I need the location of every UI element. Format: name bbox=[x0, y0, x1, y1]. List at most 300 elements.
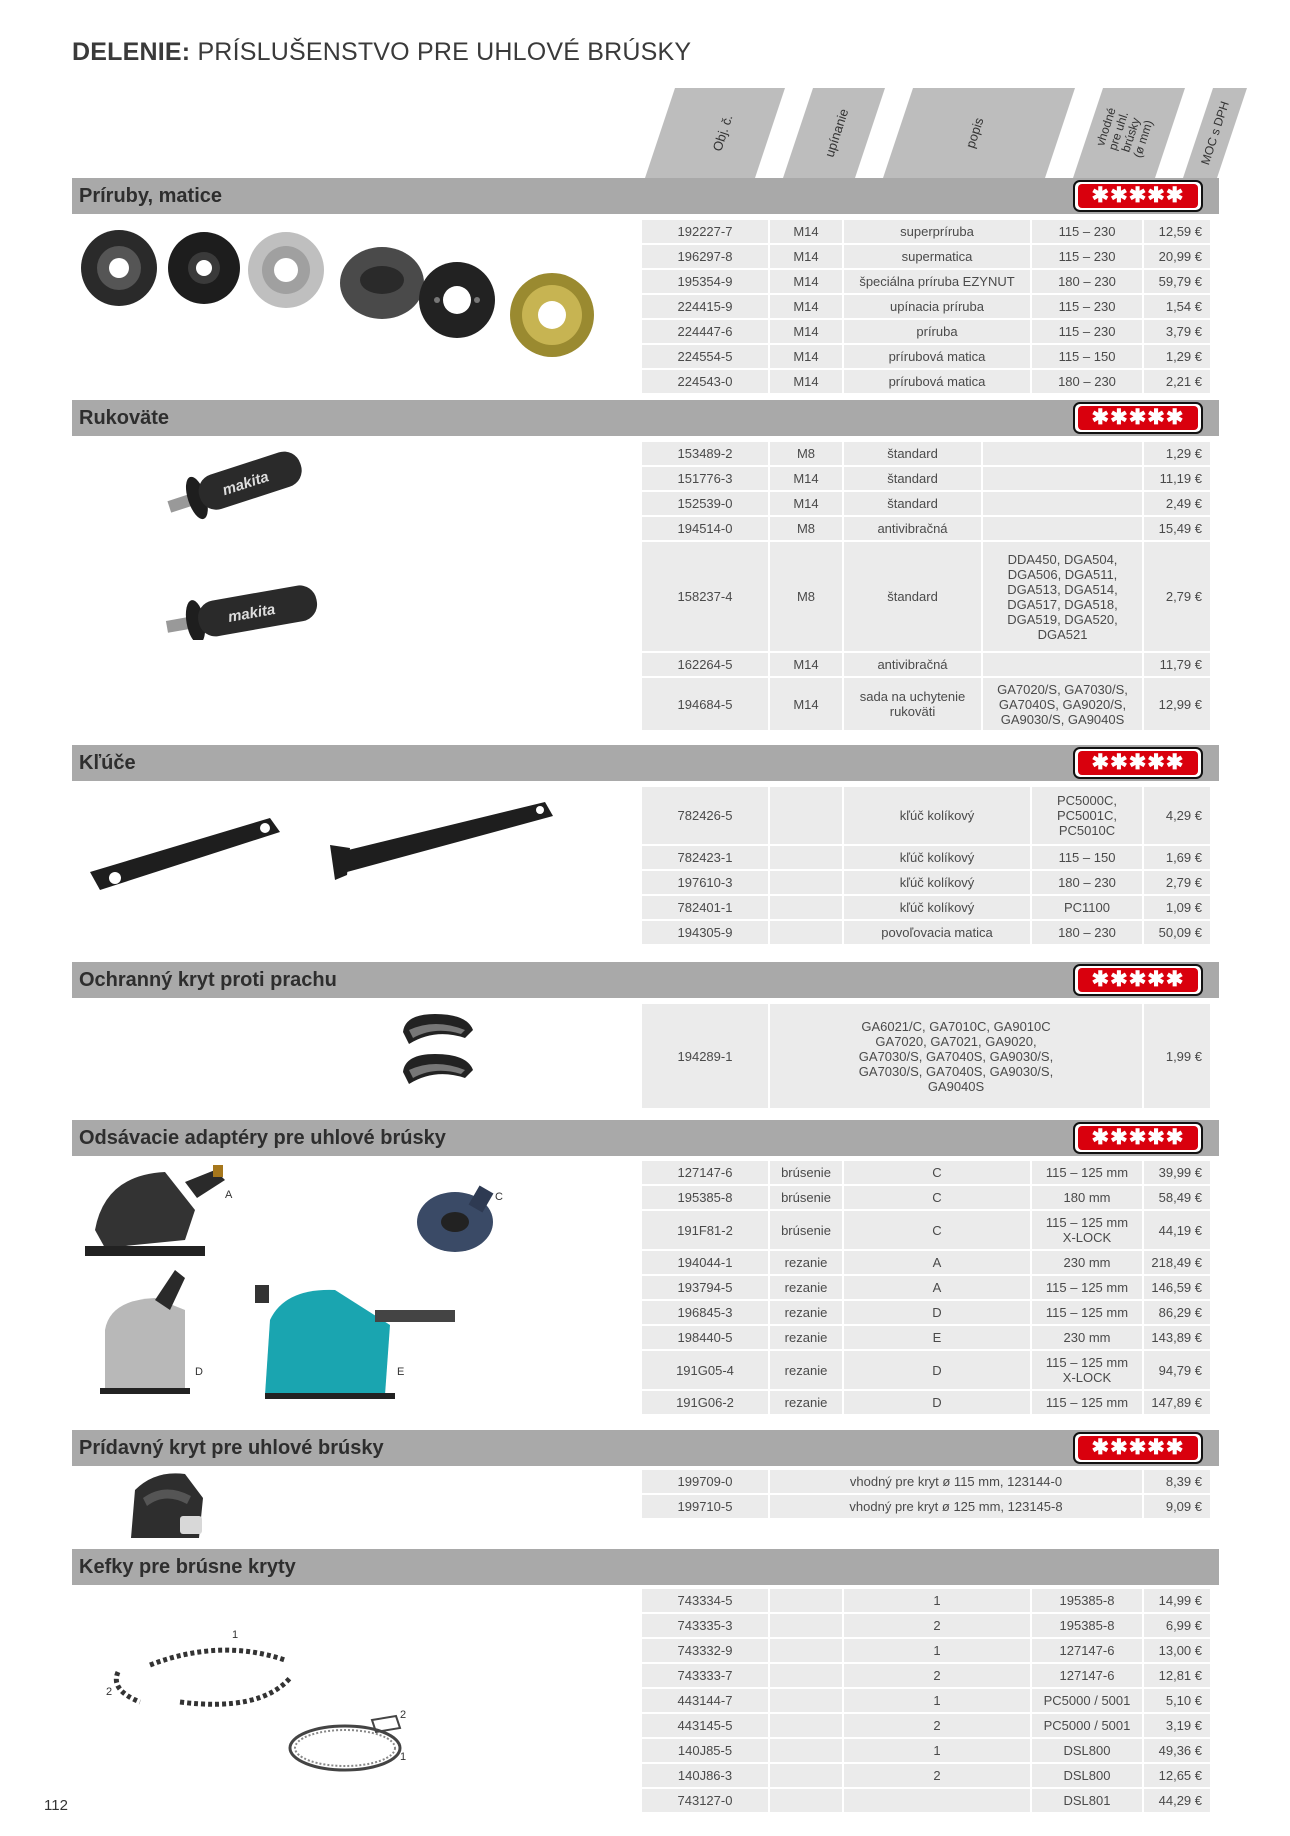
table-row bbox=[642, 846, 1210, 869]
cell-order: 782423-1 bbox=[642, 846, 768, 869]
cell-price: 49,36 € bbox=[1144, 1739, 1210, 1762]
flange-4 bbox=[340, 247, 424, 319]
section-title: Príruby, matice bbox=[79, 185, 223, 207]
cell-mount: M14 bbox=[770, 467, 842, 490]
cell-desc: upínacia príruba bbox=[844, 295, 1030, 318]
cell-mount: M14 bbox=[770, 220, 842, 243]
section-title: Kľúče bbox=[79, 752, 136, 774]
cell-mount: rezanie bbox=[770, 1251, 842, 1274]
cell-desc: prírubová matica bbox=[844, 345, 1030, 368]
flange-6 bbox=[510, 273, 594, 357]
cell-fit: 115 – 150 bbox=[1032, 846, 1142, 869]
extraction-adapters-image bbox=[85, 1160, 525, 1410]
cell-fit: 115 – 125 mm bbox=[1032, 1301, 1142, 1324]
cell-price: 1,09 € bbox=[1144, 896, 1210, 919]
cell-order: 191G05-4 bbox=[642, 1351, 768, 1389]
cell-desc: A bbox=[844, 1251, 1030, 1274]
cell-mount: M14 bbox=[770, 492, 842, 515]
rating-stars-fill: ✱✱✱✱✱ bbox=[1078, 1436, 1198, 1460]
flanges-table bbox=[640, 218, 1212, 395]
cell-desc: štandard bbox=[844, 442, 981, 465]
flange-1 bbox=[81, 230, 157, 306]
adapter-e bbox=[255, 1285, 455, 1399]
flange-2 bbox=[168, 232, 240, 304]
cell-price: 1,29 € bbox=[1144, 442, 1210, 465]
cell-price: 147,89 € bbox=[1144, 1391, 1210, 1414]
cell-fit bbox=[983, 467, 1142, 490]
cell-fit bbox=[983, 492, 1142, 515]
label-1: 1 bbox=[232, 1629, 239, 1641]
cell-order: 151776-3 bbox=[642, 467, 768, 490]
extraction-table bbox=[640, 1159, 1212, 1416]
header-order: Obj. č. bbox=[709, 112, 736, 154]
cell-desc: D bbox=[844, 1351, 1030, 1389]
cell-fit: PC5000 / 5001 bbox=[1032, 1714, 1142, 1737]
cell-mount: rezanie bbox=[770, 1326, 842, 1349]
section-title: Kefky pre brúsne kryty bbox=[79, 1556, 296, 1578]
rating-stars bbox=[1073, 180, 1203, 212]
table-row bbox=[642, 517, 1210, 540]
cell-order: 127147-6 bbox=[642, 1161, 768, 1184]
cell-mount bbox=[770, 787, 842, 844]
table-row bbox=[642, 1351, 1210, 1389]
cell-price: 3,19 € bbox=[1144, 1714, 1210, 1737]
table-row bbox=[642, 1276, 1210, 1299]
cell-desc: sada na uchytenie rukoväti bbox=[844, 678, 981, 730]
table-row bbox=[642, 442, 1210, 465]
cell-order: 194514-0 bbox=[642, 517, 768, 540]
table-row bbox=[642, 1764, 1210, 1787]
cell-fit: PC1100 bbox=[1032, 896, 1142, 919]
adapter-c bbox=[417, 1185, 493, 1252]
brush-ring-2 bbox=[290, 1716, 400, 1770]
cell-fit: 115 – 230 bbox=[1032, 320, 1142, 343]
cell-desc: 2 bbox=[844, 1764, 1030, 1787]
cell-desc: špeciálna príruba EZYNUT bbox=[844, 270, 1030, 293]
cell-fit: GA6021/C, GA7010C, GA9010C GA7020, GA7021, GA9020, GA7030/S, GA7040S, GA9030/S, GA7030/S, GA7040S, GA9030/S, GA9040S bbox=[770, 1004, 1142, 1108]
cell-price: 1,29 € bbox=[1144, 345, 1210, 368]
cell-mount bbox=[770, 1664, 842, 1687]
column-header bbox=[645, 88, 1247, 178]
table-row bbox=[642, 467, 1210, 490]
table-row bbox=[642, 1186, 1210, 1209]
table-row bbox=[642, 871, 1210, 894]
cell-order: 140J86-3 bbox=[642, 1764, 768, 1787]
cell-fit: 180 mm bbox=[1032, 1186, 1142, 1209]
table-row bbox=[642, 1495, 1210, 1518]
cell-order: 191G06-2 bbox=[642, 1391, 768, 1414]
cell-fit: 115 – 230 bbox=[1032, 220, 1142, 243]
cell-fit: 115 – 150 bbox=[1032, 345, 1142, 368]
table-row bbox=[642, 270, 1210, 293]
flanges-image bbox=[72, 218, 642, 378]
cell-price: 44,29 € bbox=[1144, 1789, 1210, 1812]
section-title: Odsávacie adaptéry pre uhlové brúsky bbox=[79, 1127, 446, 1149]
cell-price: 15,49 € bbox=[1144, 517, 1210, 540]
cell-order: 153489-2 bbox=[642, 442, 768, 465]
table-row bbox=[642, 320, 1210, 343]
handle-2 bbox=[163, 579, 320, 640]
cell-desc: supermatica bbox=[844, 245, 1030, 268]
cell-price: 39,99 € bbox=[1144, 1161, 1210, 1184]
cell-order: 196297-8 bbox=[642, 245, 768, 268]
table-row bbox=[642, 295, 1210, 318]
table-row bbox=[642, 1470, 1210, 1493]
label-1b: 1 bbox=[400, 1751, 407, 1763]
cell-order: 443144-7 bbox=[642, 1689, 768, 1712]
label-2b: 2 bbox=[400, 1709, 407, 1721]
dust-cover-image bbox=[395, 1008, 485, 1098]
rating-stars-fill: ✱✱✱✱✱ bbox=[1078, 751, 1198, 775]
table-row bbox=[642, 1004, 1210, 1108]
label-2: 2 bbox=[106, 1686, 113, 1698]
cell-desc: povoľovacia matica bbox=[844, 921, 1030, 944]
cell-desc: 1 bbox=[844, 1739, 1030, 1762]
cell-mount: rezanie bbox=[770, 1391, 842, 1414]
cell-price: 12,65 € bbox=[1144, 1764, 1210, 1787]
cell-price: 58,49 € bbox=[1144, 1186, 1210, 1209]
section-bar-flanges bbox=[72, 178, 1219, 214]
cell-desc: štandard bbox=[844, 492, 981, 515]
cell-order: 192227-7 bbox=[642, 220, 768, 243]
cell-price: 146,59 € bbox=[1144, 1276, 1210, 1299]
rating-stars bbox=[1073, 747, 1203, 779]
adapter-a bbox=[85, 1165, 225, 1256]
table-row bbox=[642, 1789, 1210, 1812]
cell-desc: štandard bbox=[844, 542, 981, 651]
extraction-table-body bbox=[642, 1161, 1210, 1414]
cell-desc: kľúč kolíkový bbox=[844, 896, 1030, 919]
cell-desc: vhodný pre kryt ø 125 mm, 123145-8 bbox=[770, 1495, 1142, 1518]
dust-cover-2 bbox=[403, 1054, 473, 1084]
cell-mount: M8 bbox=[770, 442, 842, 465]
cell-price: 14,99 € bbox=[1144, 1589, 1210, 1612]
rating-stars-fill: ✱✱✱✱✱ bbox=[1078, 1126, 1198, 1150]
table-row bbox=[642, 787, 1210, 844]
cell-order: 195385-8 bbox=[642, 1186, 768, 1209]
table-row bbox=[642, 1301, 1210, 1324]
section-title: Rukoväte bbox=[79, 407, 170, 429]
cell-mount: M14 bbox=[770, 678, 842, 730]
table-row bbox=[642, 1614, 1210, 1637]
cell-price: 11,79 € bbox=[1144, 653, 1210, 676]
cell-order: 199709-0 bbox=[642, 1470, 768, 1493]
cell-price: 13,00 € bbox=[1144, 1639, 1210, 1662]
extra-cover-image bbox=[125, 1468, 225, 1548]
cell-fit: 180 – 230 bbox=[1032, 921, 1142, 944]
dust-cover-1 bbox=[403, 1014, 473, 1044]
table-row bbox=[642, 345, 1210, 368]
table-row bbox=[642, 653, 1210, 676]
cell-desc: 2 bbox=[844, 1664, 1030, 1687]
cell-order: 198440-5 bbox=[642, 1326, 768, 1349]
flange-5 bbox=[419, 262, 495, 338]
cell-order: 193794-5 bbox=[642, 1276, 768, 1299]
cell-order: 194305-9 bbox=[642, 921, 768, 944]
cell-price: 86,29 € bbox=[1144, 1301, 1210, 1324]
extra-cover bbox=[131, 1473, 203, 1538]
cell-order: 199710-5 bbox=[642, 1495, 768, 1518]
cell-fit: 195385-8 bbox=[1032, 1589, 1142, 1612]
cell-desc: antivibračná bbox=[844, 653, 981, 676]
cell-price: 44,19 € bbox=[1144, 1211, 1210, 1249]
brushes-table bbox=[640, 1587, 1212, 1814]
handles-table-body bbox=[642, 442, 1210, 730]
dust-cover-table-body bbox=[642, 1004, 1210, 1108]
cell-fit: 127147-6 bbox=[1032, 1639, 1142, 1662]
cell-price: 8,39 € bbox=[1144, 1470, 1210, 1493]
cell-fit: 115 – 125 mm bbox=[1032, 1161, 1142, 1184]
dust-cover-table bbox=[640, 1002, 1212, 1110]
cell-price: 9,09 € bbox=[1144, 1495, 1210, 1518]
cell-fit: GA7020/S, GA7030/S, GA7040S, GA9020/S, GA9030/S, GA9040S bbox=[983, 678, 1142, 730]
cell-fit bbox=[983, 442, 1142, 465]
cell-order: 196845-3 bbox=[642, 1301, 768, 1324]
cell-price: 1,69 € bbox=[1144, 846, 1210, 869]
cell-desc: kľúč kolíkový bbox=[844, 787, 1030, 844]
cell-order: 191F81-2 bbox=[642, 1211, 768, 1249]
cell-desc: kľúč kolíkový bbox=[844, 846, 1030, 869]
svg-text:makita: makita bbox=[220, 468, 271, 500]
cell-fit: 115 – 125 mm bbox=[1032, 1391, 1142, 1414]
cell-price: 5,10 € bbox=[1144, 1689, 1210, 1712]
rating-stars-fill: ✱✱✱✱✱ bbox=[1078, 184, 1198, 208]
pin-wrench-1 bbox=[90, 818, 280, 890]
table-row bbox=[642, 245, 1210, 268]
section-bar-handles bbox=[72, 400, 1219, 436]
cell-order: 162264-5 bbox=[642, 653, 768, 676]
cell-mount bbox=[770, 1589, 842, 1612]
cell-mount bbox=[770, 1614, 842, 1637]
table-row bbox=[642, 1664, 1210, 1687]
cell-order: 743335-3 bbox=[642, 1614, 768, 1637]
rating-stars bbox=[1073, 1432, 1203, 1464]
brushes-table-body bbox=[642, 1589, 1210, 1812]
cell-price: 1,99 € bbox=[1144, 1004, 1210, 1108]
page-title-rest: PRÍSLUŠENSTVO PRE UHLOVÉ BRÚSKY bbox=[197, 38, 692, 66]
brushes-image bbox=[100, 1620, 430, 1780]
cell-mount: M8 bbox=[770, 542, 842, 651]
rating-stars bbox=[1073, 402, 1203, 434]
cell-order: 224543-0 bbox=[642, 370, 768, 393]
cell-fit: DSL800 bbox=[1032, 1739, 1142, 1762]
label-e: E bbox=[397, 1366, 405, 1378]
cell-fit: 115 – 125 mm X-LOCK bbox=[1032, 1351, 1142, 1389]
cell-price: 2,49 € bbox=[1144, 492, 1210, 515]
cell-mount: M14 bbox=[770, 320, 842, 343]
cell-order: 152539-0 bbox=[642, 492, 768, 515]
cell-fit: DSL801 bbox=[1032, 1789, 1142, 1812]
section-title: Ochranný kryt proti prachu bbox=[79, 969, 337, 991]
table-row bbox=[642, 1161, 1210, 1184]
cell-mount bbox=[770, 846, 842, 869]
rating-stars-fill: ✱✱✱✱✱ bbox=[1078, 968, 1198, 992]
cell-mount: brúsenie bbox=[770, 1211, 842, 1249]
cell-price: 12,81 € bbox=[1144, 1664, 1210, 1687]
cell-fit: PC5000 / 5001 bbox=[1032, 1689, 1142, 1712]
cell-order: 197610-3 bbox=[642, 871, 768, 894]
section-title: Prídavný kryt pre uhlové brúsky bbox=[79, 1437, 384, 1459]
table-row bbox=[642, 1326, 1210, 1349]
header-mount: upínanie bbox=[821, 106, 852, 159]
cell-desc: superpríruba bbox=[844, 220, 1030, 243]
cell-desc: štandard bbox=[844, 467, 981, 490]
table-row bbox=[642, 896, 1210, 919]
table-row bbox=[642, 1739, 1210, 1762]
section-bar-extra-cover bbox=[72, 1430, 1219, 1466]
extra-cover-table-body bbox=[642, 1470, 1210, 1518]
cell-fit: 127147-6 bbox=[1032, 1664, 1142, 1687]
cell-mount bbox=[770, 1714, 842, 1737]
cell-price: 4,29 € bbox=[1144, 787, 1210, 844]
rating-stars bbox=[1073, 1122, 1203, 1154]
cell-fit bbox=[983, 653, 1142, 676]
cell-price: 2,79 € bbox=[1144, 542, 1210, 651]
cell-fit: DDA450, DGA504, DGA506, DGA511, DGA513, DGA514, DGA517, DGA518, DGA519, DGA520, DGA521 bbox=[983, 542, 1142, 651]
label-a: A bbox=[225, 1189, 233, 1201]
table-row bbox=[642, 220, 1210, 243]
cell-mount bbox=[770, 921, 842, 944]
cell-fit: PC5000C, PC5001C, PC5010C bbox=[1032, 787, 1142, 844]
cell-price: 12,59 € bbox=[1144, 220, 1210, 243]
cell-price: 6,99 € bbox=[1144, 1614, 1210, 1637]
cell-order: 224554-5 bbox=[642, 345, 768, 368]
handle-1 bbox=[163, 443, 308, 527]
cell-desc: 1 bbox=[844, 1689, 1030, 1712]
cell-price: 12,99 € bbox=[1144, 678, 1210, 730]
cell-desc: D bbox=[844, 1391, 1030, 1414]
table-row bbox=[642, 370, 1210, 393]
keys-table-body bbox=[642, 787, 1210, 944]
cell-price: 11,19 € bbox=[1144, 467, 1210, 490]
cell-mount: M14 bbox=[770, 270, 842, 293]
cell-desc bbox=[844, 1789, 1030, 1812]
cell-order: 743333-7 bbox=[642, 1664, 768, 1687]
cell-desc: 2 bbox=[844, 1614, 1030, 1637]
cell-fit: 115 – 125 mm bbox=[1032, 1276, 1142, 1299]
cell-mount bbox=[770, 1789, 842, 1812]
page-title-bold: DELENIE: bbox=[72, 38, 191, 66]
section-bar-dust-cover bbox=[72, 962, 1219, 998]
keys-image bbox=[85, 790, 565, 910]
section-bar-extraction bbox=[72, 1120, 1219, 1156]
cell-price: 50,09 € bbox=[1144, 921, 1210, 944]
keys-table bbox=[640, 785, 1212, 946]
header-desc: popis bbox=[962, 115, 987, 150]
cell-fit: 180 – 230 bbox=[1032, 270, 1142, 293]
header-price: MOC s DPH bbox=[1198, 99, 1232, 167]
cell-fit: 115 – 125 mm X-LOCK bbox=[1032, 1211, 1142, 1249]
pin-wrench-2 bbox=[330, 802, 553, 880]
cell-mount: M8 bbox=[770, 517, 842, 540]
flange-3 bbox=[248, 232, 324, 308]
cell-price: 143,89 € bbox=[1144, 1326, 1210, 1349]
cell-desc: prírubová matica bbox=[844, 370, 1030, 393]
flanges-table-body bbox=[642, 220, 1210, 393]
adapter-d bbox=[100, 1270, 190, 1394]
page-title bbox=[72, 38, 691, 67]
cell-price: 59,79 € bbox=[1144, 270, 1210, 293]
table-row bbox=[642, 1211, 1210, 1249]
table-row bbox=[642, 1251, 1210, 1274]
section-bar-keys bbox=[72, 745, 1219, 781]
cell-fit: 180 – 230 bbox=[1032, 370, 1142, 393]
cell-order: 782401-1 bbox=[642, 896, 768, 919]
cell-price: 218,49 € bbox=[1144, 1251, 1210, 1274]
section-bar-brushes bbox=[72, 1549, 1219, 1585]
cell-order: 443145-5 bbox=[642, 1714, 768, 1737]
cell-order: 224415-9 bbox=[642, 295, 768, 318]
cell-mount: rezanie bbox=[770, 1301, 842, 1324]
cell-desc: vhodný pre kryt ø 115 mm, 123144-0 bbox=[770, 1470, 1142, 1493]
extra-cover-table bbox=[640, 1468, 1212, 1520]
cell-price: 2,21 € bbox=[1144, 370, 1210, 393]
header-fit: vhodné pre uhl. brúsky (ø mm) bbox=[1093, 105, 1156, 160]
cell-order: 195354-9 bbox=[642, 270, 768, 293]
cell-mount bbox=[770, 1689, 842, 1712]
handles-table bbox=[640, 440, 1212, 732]
cell-mount bbox=[770, 871, 842, 894]
cell-order: 743334-5 bbox=[642, 1589, 768, 1612]
cell-mount bbox=[770, 896, 842, 919]
cell-fit bbox=[983, 517, 1142, 540]
cell-order: 743332-9 bbox=[642, 1639, 768, 1662]
table-row bbox=[642, 1589, 1210, 1612]
cell-fit: 115 – 230 bbox=[1032, 295, 1142, 318]
cell-price: 20,99 € bbox=[1144, 245, 1210, 268]
cell-desc: kľúč kolíkový bbox=[844, 871, 1030, 894]
cell-mount: M14 bbox=[770, 370, 842, 393]
table-row bbox=[642, 1689, 1210, 1712]
label-d: D bbox=[195, 1366, 203, 1378]
page-number: 112 bbox=[44, 1797, 68, 1814]
cell-mount: M14 bbox=[770, 295, 842, 318]
cell-order: 158237-4 bbox=[642, 542, 768, 651]
cell-mount: brúsenie bbox=[770, 1161, 842, 1184]
cell-desc: 1 bbox=[844, 1589, 1030, 1612]
cell-mount: rezanie bbox=[770, 1276, 842, 1299]
cell-desc: C bbox=[844, 1161, 1030, 1184]
cell-fit: 230 mm bbox=[1032, 1251, 1142, 1274]
cell-mount: M14 bbox=[770, 653, 842, 676]
brush-ring-1 bbox=[116, 1650, 290, 1704]
rating-stars bbox=[1073, 964, 1203, 996]
table-row bbox=[642, 1391, 1210, 1414]
cell-mount: M14 bbox=[770, 245, 842, 268]
cell-desc: D bbox=[844, 1301, 1030, 1324]
cell-mount bbox=[770, 1639, 842, 1662]
cell-fit: 180 – 230 bbox=[1032, 871, 1142, 894]
table-row bbox=[642, 678, 1210, 730]
label-c: C bbox=[495, 1191, 503, 1203]
cell-desc: A bbox=[844, 1276, 1030, 1299]
cell-fit: 115 – 230 bbox=[1032, 245, 1142, 268]
cell-order: 140J85-5 bbox=[642, 1739, 768, 1762]
cell-order: 194684-5 bbox=[642, 678, 768, 730]
svg-text:makita: makita bbox=[226, 600, 277, 626]
cell-desc: príruba bbox=[844, 320, 1030, 343]
table-row bbox=[642, 1639, 1210, 1662]
cell-order: 194289-1 bbox=[642, 1004, 768, 1108]
cell-desc: E bbox=[844, 1326, 1030, 1349]
cell-price: 2,79 € bbox=[1144, 871, 1210, 894]
cell-order: 224447-6 bbox=[642, 320, 768, 343]
cell-order: 782426-5 bbox=[642, 787, 768, 844]
cell-mount: brúsenie bbox=[770, 1186, 842, 1209]
cell-order: 743127-0 bbox=[642, 1789, 768, 1812]
cell-desc: 1 bbox=[844, 1639, 1030, 1662]
rating-stars-fill: ✱✱✱✱✱ bbox=[1078, 406, 1198, 430]
